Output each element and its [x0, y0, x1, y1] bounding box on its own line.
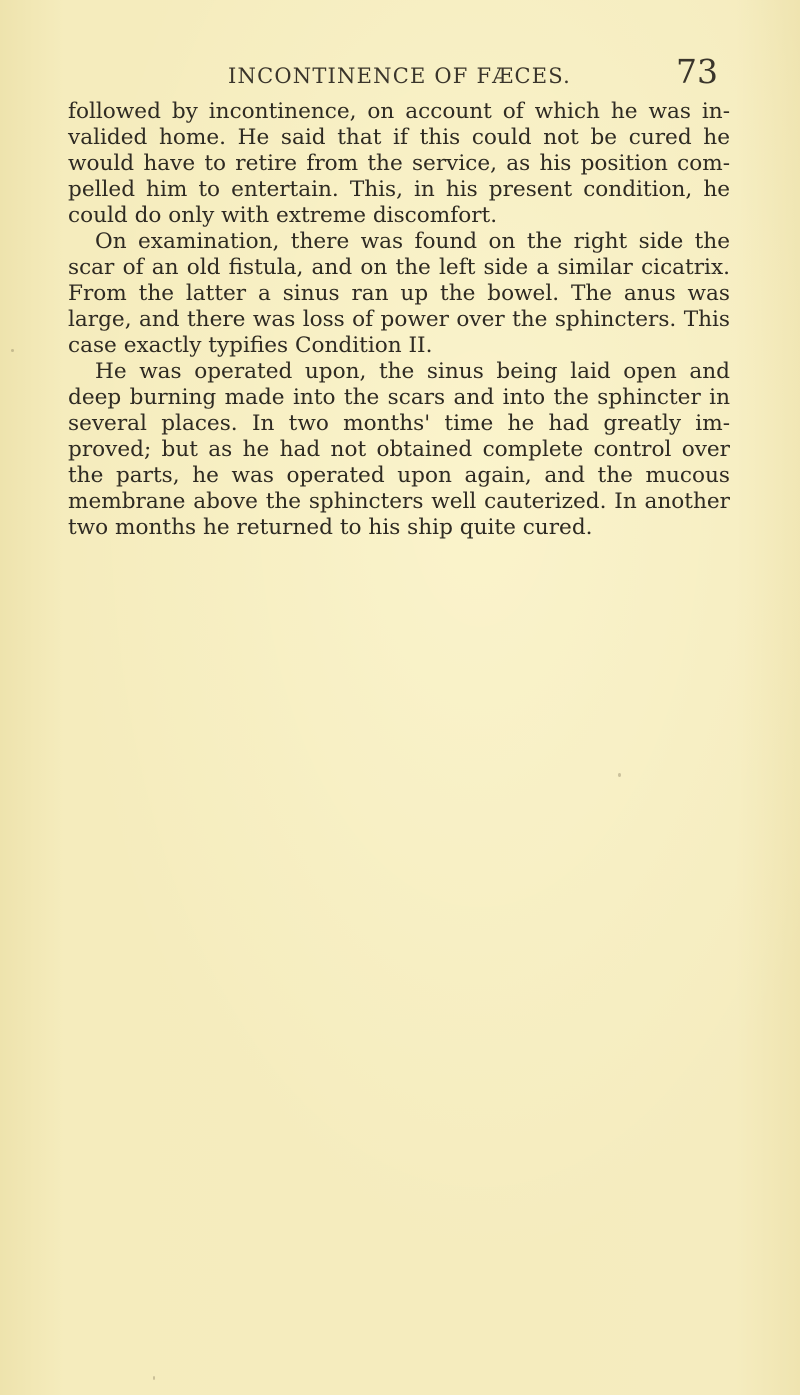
text-line: case exactly typifies Condition II.: [68, 333, 433, 358]
text-line: On examination, there was found on the right side the: [95, 229, 730, 254]
text-line: followed by incontinence, on account of which he was in-: [68, 99, 730, 124]
running-title: INCONTINENCE OF FÆCES.: [228, 64, 571, 88]
text-line: proved; but as he had not obtained complete control over: [68, 437, 730, 462]
text-line: membrane above the sphincters well cauterized. In another: [68, 489, 730, 514]
page-number: 73: [676, 52, 718, 91]
text-line: the parts, he was operated upon again, and the mucous: [68, 463, 730, 488]
text-line: two months he returned to his ship quite cured.: [68, 515, 593, 540]
text-line: valided home. He said that if this could not be cured he: [68, 125, 730, 150]
text-line: large, and there was loss of power over the sphincters. This: [68, 307, 730, 332]
text-line: From the latter a sinus ran up the bowel. The anus was: [68, 281, 730, 306]
text-line: several places. In two months' time he had greatly im-: [68, 411, 730, 436]
text-line: pelled him to entertain. This, in his present condition, he: [68, 177, 730, 202]
paper-speck: [618, 773, 621, 777]
text-line: scar of an old fistula, and on the left side a similar cicatrix.: [68, 255, 730, 280]
text-line: He was operated upon, the sinus being laid open and: [95, 359, 730, 384]
running-head: [0, 52, 800, 92]
text-line: would have to retire from the service, as his position com-: [68, 151, 730, 176]
body-text: [68, 99, 730, 541]
paper-speck: [11, 349, 14, 352]
text-line: deep burning made into the scars and into the sphincter in: [68, 385, 730, 410]
text-line: could do only with extreme discomfort.: [68, 203, 498, 228]
paper-speck: [153, 1376, 155, 1380]
